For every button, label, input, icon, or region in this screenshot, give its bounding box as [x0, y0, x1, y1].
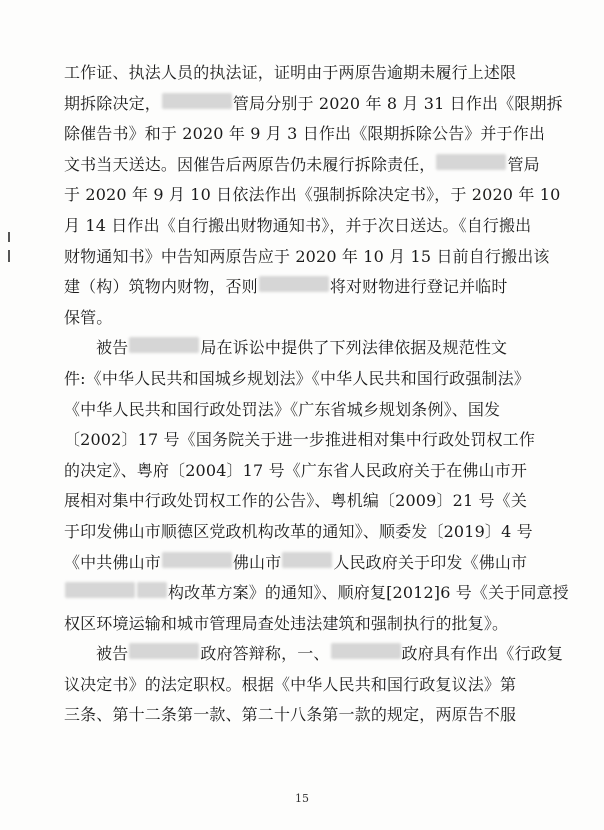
text-line: 期拆除决定， 管局分别于 2020 年 8 月 31 日作出《限期拆: [64, 93, 563, 113]
redacted-text: [436, 154, 506, 170]
redacted-text: [282, 552, 332, 568]
redacted-text: [162, 552, 232, 568]
redacted-text: [331, 643, 401, 659]
text-line: 工作证、执法人员的执法证，证明由于两原告逾期未履行上述限: [64, 63, 517, 82]
text-line: 〔2002〕17 号《国务院关于进一步推进相对集中行政处罚权工作: [64, 430, 535, 450]
redacted-text: [129, 643, 199, 659]
redacted-text: [259, 276, 329, 292]
document-body: [64, 58, 569, 731]
margin-scan-mark: [8, 232, 10, 242]
text-line: 建（构）筑物内财物，否则 将对财物进行登记并临时: [64, 277, 508, 297]
page-number: 15: [295, 792, 309, 805]
paragraph-start-line: 被告 政府答辩称，一、 政府具有作出《行政复: [96, 644, 564, 664]
text-line: 展相对集中行政处罚权工作的公告》、粤机编〔2009〕21 号《关: [64, 491, 527, 511]
text-line: 保管。: [64, 307, 113, 327]
text-line: 《中共佛山市 佛山市 人民政府关于印发《佛山市: [64, 552, 528, 572]
redacted-text: [129, 337, 199, 353]
text-line: 除催告书》和于 2020 年 9 月 3 日作出《限期拆除公告》并于作出: [64, 124, 545, 144]
text-line: 的决定》、粤府〔2004〕17 号《广东省人民政府关于在佛山市开: [64, 460, 527, 480]
text-line: 三条、第十二条第一款、第二十八条第一款的规定，两原告不服: [64, 705, 517, 725]
text-line: 月 14 日作出《自行搬出财物通知书》，并于次日送达。《自行搬出: [64, 215, 532, 235]
text-line: 权区环境运输和城市管理局查处违法建筑和强制执行的批复》。: [64, 613, 509, 633]
margin-scan-mark: [8, 250, 10, 262]
text-line: 议决定书》的法定职权。根据《中华人民共和国行政复议法》第: [64, 674, 517, 694]
text-line: 文书当天送达。因催告后两原告仍未履行拆除责任， 管局: [64, 154, 540, 174]
text-line: 《中华人民共和国行政处罚法》《广东省城乡规划条例》、国发: [64, 399, 501, 419]
text-line: 构改革方案》的通知》、顺府复[2012]6 号《关于同意授: [64, 578, 554, 609]
paragraph-start-line: 被告 局在诉讼中提供了下列法律依据及规范性文: [96, 338, 508, 358]
redacted-text: [137, 582, 167, 598]
text-line: 件:《中华人民共和国城乡规划法》《中华人民共和国行政强制法》: [64, 368, 530, 388]
redacted-text: [65, 582, 135, 598]
redacted-text: [162, 93, 232, 109]
text-line: 于 2020 年 9 月 10 日依法作出《强制拆除决定书》，于 2020 年 10: [64, 185, 561, 205]
text-line: 于印发佛山市顺德区党政机构改革的通知》、顺委发〔2019〕4 号: [64, 521, 533, 541]
text-line: 财物通知书》中告知两原告应于 2020 年 10 月 15 日前自行搬出该: [64, 246, 550, 266]
